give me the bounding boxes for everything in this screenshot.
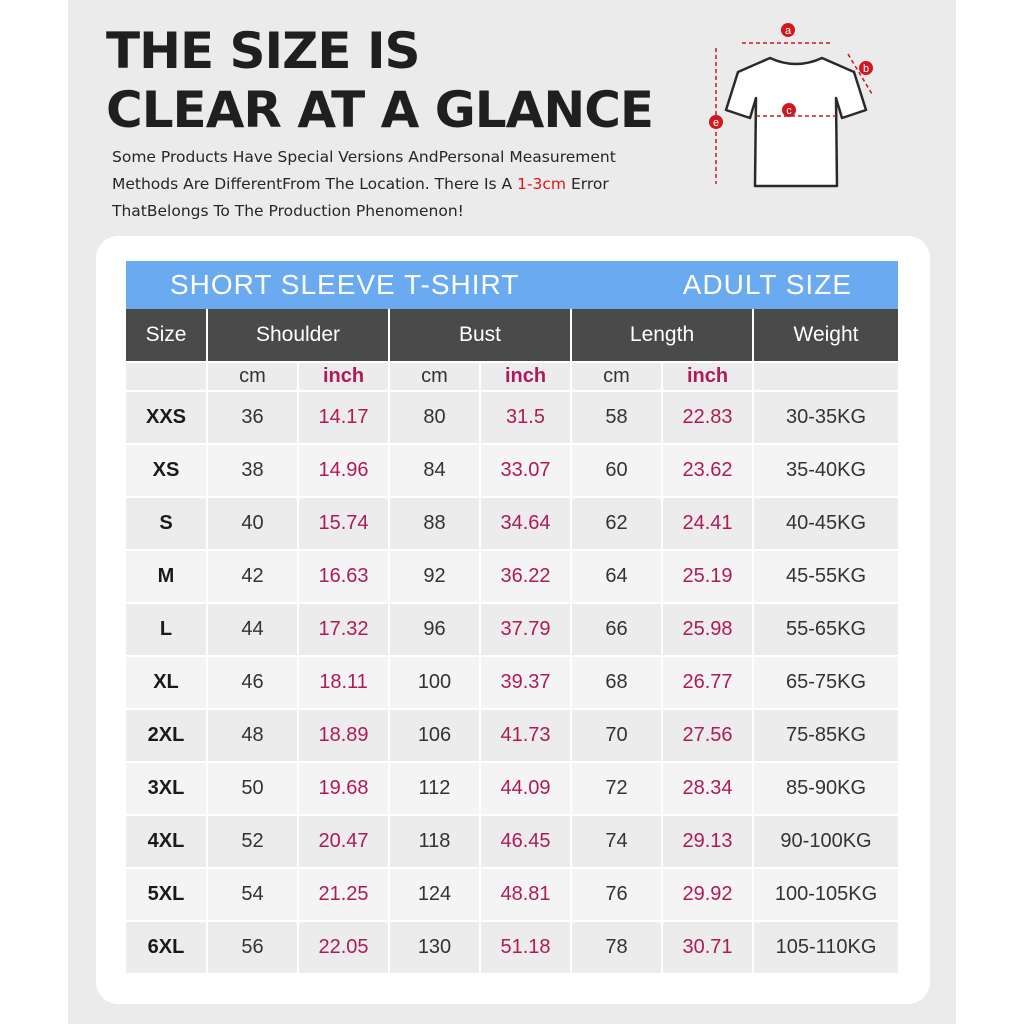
length-cm-cell: 72 — [571, 762, 662, 815]
size-cell: S — [126, 497, 207, 550]
shoulder-inch-cell: 14.17 — [298, 391, 389, 444]
table-row — [126, 868, 898, 921]
shoulder-cm-cell: 50 — [207, 762, 298, 815]
size-cell: L — [126, 603, 207, 656]
shoulder-inch-cell: 18.11 — [298, 656, 389, 709]
label-e: e — [712, 117, 720, 129]
length-cm-cell: 60 — [571, 444, 662, 497]
shoulder-cm-cell: 36 — [207, 391, 298, 444]
shoulder-cm-cell: 42 — [207, 550, 298, 603]
bust-cm-cell: 96 — [389, 603, 480, 656]
size-cell: XXS — [126, 391, 207, 444]
shoulder-cm-cell: 38 — [207, 444, 298, 497]
header-bust: Bust — [389, 309, 571, 362]
shoulder-inch-cell: 17.32 — [298, 603, 389, 656]
unit-inch: inch — [662, 362, 753, 391]
length-cm-cell: 76 — [571, 868, 662, 921]
shoulder-inch-cell: 20.47 — [298, 815, 389, 868]
label-a: a — [784, 25, 792, 37]
length-cm-cell: 64 — [571, 550, 662, 603]
unit-inch: inch — [298, 362, 389, 391]
length-inch-cell: 29.92 — [662, 868, 753, 921]
measurement-note — [112, 144, 672, 225]
bust-cm-cell: 118 — [389, 815, 480, 868]
weight-cell: 90-100KG — [753, 815, 898, 868]
shoulder-inch-cell: 22.05 — [298, 921, 389, 973]
unit-cm: cm — [207, 362, 298, 391]
unit-cm: cm — [389, 362, 480, 391]
size-cell: 6XL — [126, 921, 207, 973]
shoulder-inch-cell: 19.68 — [298, 762, 389, 815]
weight-cell: 55-65KG — [753, 603, 898, 656]
length-cm-cell: 58 — [571, 391, 662, 444]
length-inch-cell: 28.34 — [662, 762, 753, 815]
length-inch-cell: 29.13 — [662, 815, 753, 868]
size-cell: 5XL — [126, 868, 207, 921]
bust-inch-cell: 39.37 — [480, 656, 571, 709]
bust-inch-cell: 51.18 — [480, 921, 571, 973]
error-range-highlight: 1-3cm — [517, 175, 567, 193]
shoulder-cm-cell: 44 — [207, 603, 298, 656]
note-line-2b: Error — [566, 175, 609, 193]
garment-type: SHORT SLEEVE T-SHIRT — [170, 269, 520, 300]
units-size-blank — [126, 362, 207, 391]
header-size: Size — [126, 309, 207, 362]
size-cell: 3XL — [126, 762, 207, 815]
shoulder-inch-cell: 16.63 — [298, 550, 389, 603]
weight-cell: 40-45KG — [753, 497, 898, 550]
headline — [106, 22, 653, 140]
bust-inch-cell: 31.5 — [480, 391, 571, 444]
table-row — [126, 656, 898, 709]
bust-inch-cell: 37.79 — [480, 603, 571, 656]
size-cell: 4XL — [126, 815, 207, 868]
unit-inch: inch — [480, 362, 571, 391]
label-c: c — [786, 105, 792, 117]
size-cell: 2XL — [126, 709, 207, 762]
bust-cm-cell: 112 — [389, 762, 480, 815]
header-length: Length — [571, 309, 753, 362]
length-inch-cell: 23.62 — [662, 444, 753, 497]
length-inch-cell: 24.41 — [662, 497, 753, 550]
size-cell: XS — [126, 444, 207, 497]
bust-inch-cell: 41.73 — [480, 709, 571, 762]
shoulder-cm-cell: 56 — [207, 921, 298, 973]
table-row — [126, 550, 898, 603]
weight-cell: 45-55KG — [753, 550, 898, 603]
shoulder-cm-cell: 40 — [207, 497, 298, 550]
bust-cm-cell: 88 — [389, 497, 480, 550]
shoulder-inch-cell: 15.74 — [298, 497, 389, 550]
size-chart — [126, 261, 898, 973]
shoulder-inch-cell: 18.89 — [298, 709, 389, 762]
table-row — [126, 921, 898, 973]
length-inch-cell: 27.56 — [662, 709, 753, 762]
weight-cell: 30-35KG — [753, 391, 898, 444]
size-cell: M — [126, 550, 207, 603]
length-cm-cell: 78 — [571, 921, 662, 973]
headline-line-1: THE SIZE IS — [106, 22, 420, 80]
shoulder-cm-cell: 54 — [207, 868, 298, 921]
length-inch-cell: 25.98 — [662, 603, 753, 656]
bust-inch-cell: 44.09 — [480, 762, 571, 815]
weight-cell: 100-105KG — [753, 868, 898, 921]
bust-cm-cell: 84 — [389, 444, 480, 497]
table-row — [126, 603, 898, 656]
shoulder-cm-cell: 52 — [207, 815, 298, 868]
header-row — [126, 309, 898, 362]
header-shoulder: Shoulder — [207, 309, 389, 362]
headline-line-2: CLEAR AT A GLANCE — [106, 81, 654, 139]
length-cm-cell: 74 — [571, 815, 662, 868]
units-row — [126, 362, 898, 391]
length-cm-cell: 66 — [571, 603, 662, 656]
shoulder-cm-cell: 48 — [207, 709, 298, 762]
weight-cell: 85-90KG — [753, 762, 898, 815]
table-row — [126, 497, 898, 550]
table-row — [126, 391, 898, 444]
note-line-2a: Methods Are DifferentFrom The Location. There Is A — [112, 175, 518, 193]
bust-inch-cell: 48.81 — [480, 868, 571, 921]
size-chart-card — [96, 236, 930, 1004]
length-cm-cell: 68 — [571, 656, 662, 709]
bust-cm-cell: 80 — [389, 391, 480, 444]
tshirt-measurement-diagram — [696, 18, 896, 198]
table-row — [126, 709, 898, 762]
table-row — [126, 815, 898, 868]
weight-cell: 65-75KG — [753, 656, 898, 709]
weight-cell: 105-110KG — [753, 921, 898, 973]
length-inch-cell: 30.71 — [662, 921, 753, 973]
bust-inch-cell: 36.22 — [480, 550, 571, 603]
length-inch-cell: 25.19 — [662, 550, 753, 603]
bust-cm-cell: 124 — [389, 868, 480, 921]
bust-cm-cell: 106 — [389, 709, 480, 762]
units-weight-blank — [753, 362, 898, 391]
unit-cm: cm — [571, 362, 662, 391]
label-b: b — [862, 63, 870, 75]
weight-cell: 35-40KG — [753, 444, 898, 497]
size-cell: XL — [126, 656, 207, 709]
length-cm-cell: 70 — [571, 709, 662, 762]
size-category: ADULT SIZE — [682, 269, 852, 300]
length-cm-cell: 62 — [571, 497, 662, 550]
size-table — [126, 309, 898, 973]
shoulder-cm-cell: 46 — [207, 656, 298, 709]
bust-cm-cell: 92 — [389, 550, 480, 603]
note-line-1: Some Products Have Special Versions AndPersonal Measurement — [112, 148, 616, 166]
tshirt-outline-icon — [726, 58, 866, 186]
note-line-3: ThatBelongs To The Production Phenomenon! — [112, 202, 464, 220]
length-inch-cell: 26.77 — [662, 656, 753, 709]
size-chart-banner — [126, 261, 898, 309]
bust-inch-cell: 46.45 — [480, 815, 571, 868]
bust-inch-cell: 33.07 — [480, 444, 571, 497]
shoulder-inch-cell: 14.96 — [298, 444, 389, 497]
bust-cm-cell: 100 — [389, 656, 480, 709]
shoulder-inch-cell: 21.25 — [298, 868, 389, 921]
table-row — [126, 444, 898, 497]
bust-cm-cell: 130 — [389, 921, 480, 973]
weight-cell: 75-85KG — [753, 709, 898, 762]
bust-inch-cell: 34.64 — [480, 497, 571, 550]
table-row — [126, 762, 898, 815]
length-inch-cell: 22.83 — [662, 391, 753, 444]
header-weight: Weight — [753, 309, 898, 362]
